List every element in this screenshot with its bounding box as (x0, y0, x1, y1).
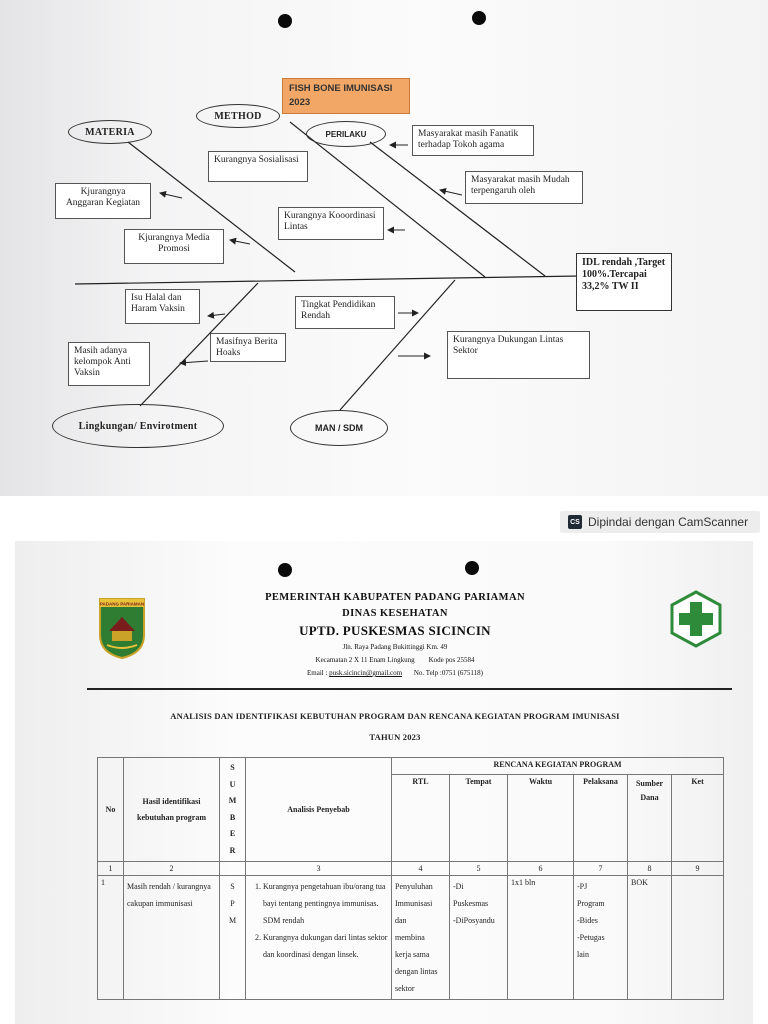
header-ket: Ket (672, 774, 724, 861)
category-materia: MATERIA (68, 120, 152, 144)
cause-box: Masyarakat masih Mudah terpengaruh oleh (465, 171, 583, 204)
row-pelaksana: -PJ Program -Bides -Petugas lain (574, 876, 628, 1000)
row-sumber-dana: BOK (628, 876, 672, 1000)
row-hasil: Masih rendah / kurangnya cakupan immunisasi (124, 876, 220, 1000)
document-title: ANALISIS DAN IDENTIFIKASI KEBUTUHAN PROGRAM DAN RENCANA KEGIATAN PROGRAM IMUNISASI (170, 711, 620, 721)
program-plan-table (97, 757, 724, 1000)
regency-emblem-icon (97, 595, 147, 659)
letterhead-divider (87, 688, 732, 690)
row-analisis (246, 876, 392, 1000)
col-number: 6 (508, 862, 574, 876)
cause-box: Masyarakat masih Fanatik terhadap Tokoh agama (412, 125, 534, 156)
cause-box: Isu Halal dan Haram Vaksin (125, 289, 200, 324)
row-waktu: 1x1 bln (508, 876, 574, 1000)
category-method: METHOD (196, 104, 280, 128)
row-rtl: Penyuluhan Immunisasi dan membina kerja sama dengan lintas sektor (392, 876, 450, 1000)
col-number: 5 (450, 862, 508, 876)
fishbone-head-problem: IDL rendah ,Target 100%.Tercapai 33,2% TW II (576, 253, 672, 311)
fishbone-title: FISH BONE IMUNISASI 2023 (282, 78, 410, 114)
fishbone-page (0, 0, 768, 496)
col-number: 7 (574, 862, 628, 876)
cause-box: Kjurangnya Media Promosi (124, 229, 224, 264)
header-sumber: S U M B E R (220, 758, 246, 862)
arrow (440, 190, 462, 195)
category-lingkungan: Lingkungan/ Envirotment (52, 404, 224, 448)
letterhead-contact (215, 669, 575, 677)
spine-line (75, 276, 580, 284)
phone-number: No. Telp :0751 (675118) (413, 669, 483, 677)
header-rtl: RTL (392, 774, 450, 861)
row-tempat: -Di Puskesmas -DiPosyandu (450, 876, 508, 1000)
cause-box: Kjurangnya Anggaran Kegiatan (55, 183, 151, 219)
header-rencana: RENCANA KEGIATAN PROGRAM (392, 758, 724, 775)
document-year: TAHUN 2023 (369, 732, 421, 742)
table-row (98, 876, 724, 1000)
header-pelaksana: Pelaksana (574, 774, 628, 861)
arrow (180, 361, 208, 363)
health-cross-logo-icon (669, 590, 723, 648)
header-waktu: Waktu (508, 774, 574, 861)
col-number: 9 (672, 862, 724, 876)
row-ket (672, 876, 724, 1000)
col-number: 2 (124, 862, 220, 876)
column-number-row (98, 862, 724, 876)
cause-item: 1. Kurangnya pengetahuan ibu/orang tua bayi tentang pentingnya immunisas. SDM rendah (263, 878, 388, 929)
header-sumber-dana: Sumber Dana (628, 774, 672, 861)
arrow (230, 240, 250, 244)
svg-text:PADANG PARIAMAN: PADANG PARIAMAN (99, 601, 145, 607)
arrow (208, 314, 225, 316)
camscanner-text: Dipindai dengan CamScanner (588, 515, 749, 529)
category-man-sdm: MAN / SDM (290, 410, 388, 446)
col-number: 1 (98, 862, 124, 876)
row-no: 1 (98, 876, 124, 1000)
cause-item: 2. Kurangnya dukungan dari lintas sektor dan koordinasi dengan linsek. (263, 929, 388, 963)
document-page (15, 541, 753, 1024)
cause-box: Tingkat Pendidikan Rendah (295, 296, 395, 329)
header-no: No (98, 758, 124, 862)
header-hasil: Hasil identifikasi kebutuhan program (124, 758, 220, 862)
col-number: 8 (628, 862, 672, 876)
binder-hole (465, 561, 479, 575)
email-link[interactable]: pusk.sicincin@gmail.com (329, 669, 403, 677)
camscanner-icon: CS (568, 515, 582, 529)
email-label: Email : (307, 669, 328, 677)
cause-box: Masifnya Berita Hoaks (210, 333, 286, 362)
arrow (160, 193, 182, 198)
letterhead-address2: Kecamatan 2 X 11 Enam Lingkung Kode pos 25584 (315, 656, 475, 664)
col-number: 3 (246, 862, 392, 876)
cause-box: Masih adanya kelompok Anti Vaksin (68, 342, 150, 386)
col-number: 4 (392, 862, 450, 876)
cause-box: Kurangnya Sosialisasi (208, 151, 308, 182)
letterhead-line1: PEMERINTAH KABUPATEN PADANG PARIAMAN (265, 592, 525, 603)
camscanner-badge (560, 511, 760, 533)
letterhead-address1: Jln. Raya Padang Bukittinggi Km. 49 (342, 643, 448, 651)
category-perilaku: PERILAKU (306, 121, 386, 147)
binder-hole (278, 563, 292, 577)
row-sumber: S P M (220, 876, 246, 1000)
header-tempat: Tempat (450, 774, 508, 861)
header-analisis: Analisis Penyebab (246, 758, 392, 862)
letterhead-line2: DINAS KESEHATAN (342, 608, 448, 619)
cause-box: Kurangnya Dukungan Lintas Sektor (447, 331, 590, 379)
letterhead-line3: UPTD. PUSKESMAS SICINCIN (299, 623, 491, 638)
cause-box: Kurangnya Kooordinasi Lintas (278, 207, 384, 240)
